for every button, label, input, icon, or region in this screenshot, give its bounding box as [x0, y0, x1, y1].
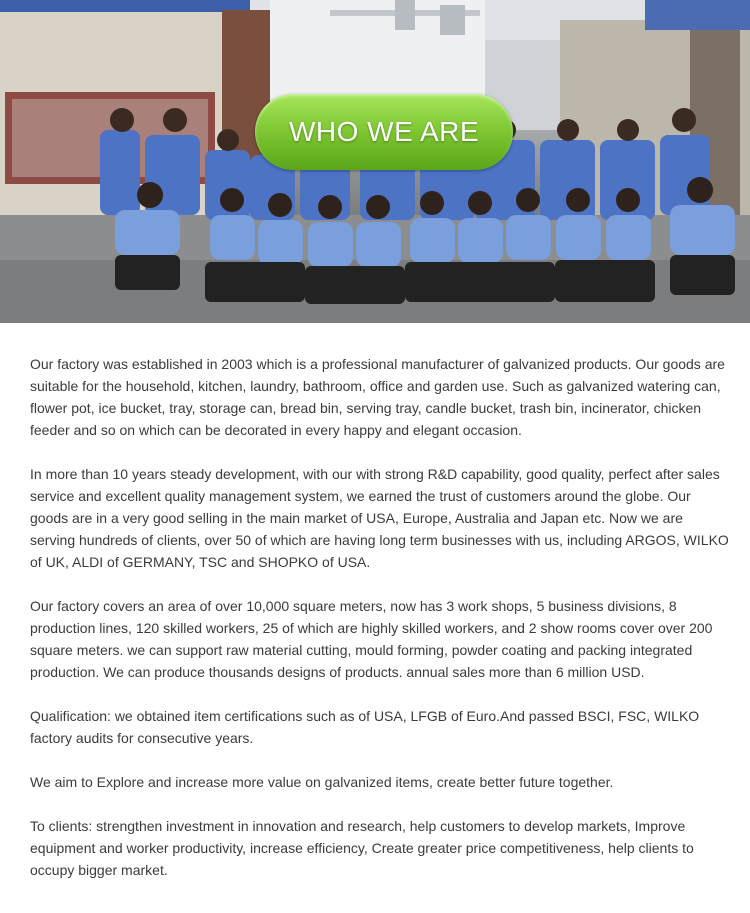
paragraph-clients: To clients: strengthen investment in innovation and research, help customers to develop markets, Improve equipment and worker productivity, increase efficiency, Create greater price competitiveness, help clients to occupy bigger market.: [30, 818, 694, 878]
paragraph-aim: We aim to Explore and increase more value on galvanized items, create better future together.: [30, 774, 614, 790]
hero-banner: [0, 0, 750, 323]
who-we-are-badge: [255, 94, 513, 170]
paragraph-qualification: Qualification: we obtained item certifications such as of USA, LFGB of Euro.And passed BSCI, FSC, WILKO factory audits for consecutive years.: [30, 708, 700, 746]
paragraph-development: In more than 10 years steady development, with our with strong R&D capability, good quality, perfect after sales service and excellent quality management system, we earned the trust of customers around the globe. Our goods are in a very good selling in the main market of USA, Europe, Australia and Japan etc. Now we are serving hundreds of clients, over 50 of which are having long term businesses with us, including ARGOS, WILKO of UK, ALDI of GERMANY, TSC and SHOPKO of USA.: [30, 466, 729, 570]
paragraph-history: Our factory was established in 2003 which is a professional manufacturer of galvanized products. Our goods are suitable for the household, kitchen, laundry, bathroom, office and garden use. Such as galvanized watering can, flower pot, ice bucket, tray, storage can, bread bin, serving tray, candle bucket, trash bin, incinerator, chicken feeder and so on which can be decorated in every happy and elegant occasion.: [30, 356, 725, 438]
about-content: [30, 353, 730, 903]
section-title: WHO WE ARE: [288, 116, 480, 147]
paragraph-facility: Our factory covers an area of over 10,000 square meters, now has 3 work shops, 5 business divisions, 8 production lines, 120 skilled workers, 25 of which are highly skilled workers, and 2 show rooms cover over 200 square meters. we can support raw material cutting, mould forming, powder coating and packing integrated production. We can produce thousands designs of products. annual sales more than 6 million USD.: [30, 598, 713, 680]
